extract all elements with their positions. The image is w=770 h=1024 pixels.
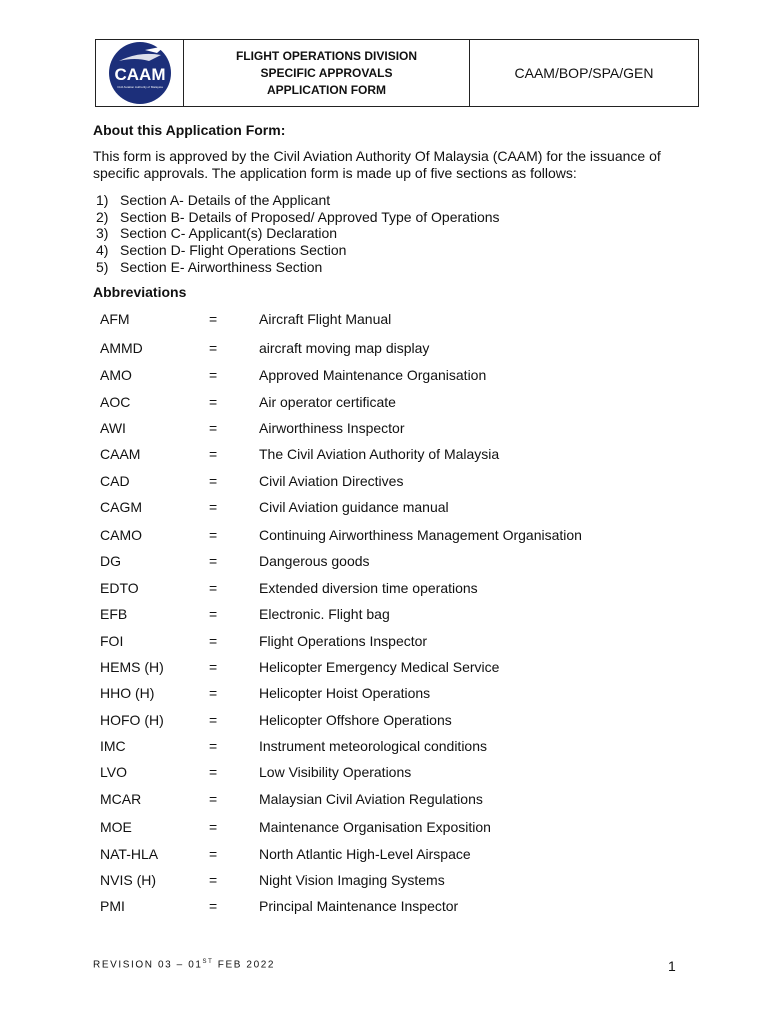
abbr-meaning: Helicopter Hoist Operations [259,685,431,701]
abbr-term: FOI [100,633,124,649]
abbr-row [0,819,770,837]
abbr-row [0,527,770,545]
abbr-row [0,846,770,864]
abbr-equals: = [209,420,218,436]
abbr-meaning: The Civil Aviation Authority of Malaysia [259,446,500,462]
logo-subtext: Civil Aviation Authority of Malaysia [116,85,163,89]
form-title [184,40,470,106]
abbr-row [0,446,770,464]
abbr-term: AWI [100,420,126,436]
abbr-meaning: Flight Operations Inspector [259,633,428,649]
title-line-3: APPLICATION FORM [266,82,387,97]
abbr-term: MOE [100,819,132,835]
abbr-meaning: Principal Maintenance Inspector [259,898,459,914]
abbr-meaning: Dangerous goods [259,553,370,569]
abbr-term: CAD [100,473,130,489]
section-item [96,225,500,242]
abbr-term: AMO [100,367,132,383]
intro-paragraph: This form is approved by the Civil Aviation Authority Of Malaysia (CAAM) for the issuance of specific approvals. The application form is made up of five sections as follows: [93,148,661,181]
section-item [96,209,500,226]
abbr-meaning: North Atlantic High-Level Airspace [259,846,471,862]
section-text: Section A- Details of the Applicant [120,192,331,208]
abbr-term: LVO [100,764,127,780]
abbr-row [0,340,770,358]
abbr-equals: = [209,499,218,515]
revision-suffix: FEB 2022 [213,959,276,971]
abbr-row [0,420,770,438]
section-text: Section E- Airworthiness Section [120,258,323,275]
abbr-equals: = [209,846,218,862]
abbr-equals: = [209,633,218,649]
abbr-meaning: Civil Aviation Directives [259,473,404,489]
abbr-equals: = [209,473,218,489]
abbr-equals: = [209,764,218,780]
abbr-meaning: Aircraft Flight Manual [259,311,392,327]
abbr-row [0,685,770,703]
abbr-row [0,791,770,809]
revision-prefix: REVISION 03 – 01 [93,959,203,971]
abbr-meaning: Air operator certificate [259,394,396,410]
section-list [96,192,500,276]
section-number: 3) [96,225,109,242]
abbr-row [0,764,770,782]
abbr-meaning: Low Visibility Operations [259,764,412,780]
abbr-equals: = [209,898,218,914]
abbr-term: HEMS (H) [100,659,164,675]
revision-footer [93,959,275,970]
section-number: 1) [96,192,109,208]
abbr-term: HOFO (H) [100,712,164,728]
abbr-equals: = [209,738,218,754]
abbr-equals: = [209,553,218,569]
abbr-equals: = [209,606,218,622]
abbr-term: EFB [100,606,128,622]
abbr-equals: = [209,685,218,701]
section-text: Section D- Flight Operations Section [120,242,347,259]
abbr-row [0,473,770,491]
abbr-row [0,580,770,598]
abbr-meaning: Night Vision Imaging Systems [259,872,445,888]
caam-logo [105,41,175,105]
abbr-row [0,606,770,624]
abbr-term: EDTO [100,580,139,596]
abbr-term: MCAR [100,791,142,807]
abbr-meaning: Helicopter Emergency Medical Service [259,659,500,675]
title-line-2: SPECIFIC APPROVALS [260,65,393,80]
logo-text: CAAM [114,65,165,84]
section-text: Section C- Applicant(s) Declaration [120,225,338,242]
abbr-meaning: Airworthiness Inspector [259,420,405,436]
about-heading: About this Application Form: [93,122,286,138]
logo-cell [96,40,184,106]
abbr-row [0,633,770,651]
abbr-row [0,738,770,756]
abbr-term: DG [100,553,121,569]
revision-ordinal: ST [202,959,214,965]
abbr-row [0,499,770,517]
abbr-meaning: Malaysian Civil Aviation Regulations [259,791,483,807]
abbr-equals: = [209,791,218,807]
abbr-row [0,872,770,890]
abbr-term: HHO (H) [100,685,155,701]
abbr-term: AMMD [100,340,143,356]
abbr-equals: = [209,819,218,835]
document-header [95,39,699,107]
abbr-row [0,311,770,329]
abbr-row [0,367,770,385]
abbr-term: IMC [100,738,126,754]
abbr-term: AOC [100,394,131,410]
document-code: CAAM/BOP/SPA/GEN [514,65,654,81]
abbr-equals: = [209,311,218,327]
abbr-meaning: Helicopter Offshore Operations [259,712,452,728]
abbr-equals: = [209,446,218,462]
section-number: 5) [96,258,109,275]
section-item [96,192,500,209]
abbr-equals: = [209,340,218,356]
abbr-equals: = [209,712,218,728]
abbr-equals: = [209,527,218,543]
abbr-equals: = [209,659,218,675]
section-item [96,242,500,259]
abbr-term: NAT-HLA [100,846,159,862]
section-number: 4) [96,242,109,259]
abbr-term: CAAM [100,446,141,462]
title-line-1: FLIGHT OPERATIONS DIVISION [235,48,418,63]
abbr-equals: = [209,367,218,383]
abbr-meaning: Electronic. Flight bag [259,606,390,622]
abbr-term: AFM [100,311,130,327]
abbr-row [0,394,770,412]
abbr-row [0,898,770,916]
abbr-meaning: Extended diversion time operations [259,580,478,596]
abbr-equals: = [209,580,218,596]
abbr-meaning: Instrument meteorological conditions [259,738,488,754]
abbr-meaning: Maintenance Organisation Exposition [259,819,491,835]
abbr-term: PMI [100,898,125,914]
section-item [96,259,500,276]
abbr-meaning: aircraft moving map display [259,340,430,356]
abbr-equals: = [209,394,218,410]
abbr-row [0,712,770,730]
abbr-meaning: Continuing Airworthiness Management Organisation [259,527,582,543]
abbr-meaning: Approved Maintenance Organisation [259,367,487,383]
abbr-equals: = [209,872,218,888]
abbr-term: NVIS (H) [100,872,156,888]
abbr-term: CAGM [100,499,142,515]
abbr-meaning: Civil Aviation guidance manual [259,499,449,515]
abbr-row [0,553,770,571]
abbr-term: CAMO [100,527,142,543]
page-number: 1 [668,958,676,974]
abbr-row [0,659,770,677]
abbreviations-heading: Abbreviations [93,284,187,300]
section-number: 2) [96,208,109,225]
section-text: Section B- Details of Proposed/ Approved Type of Operations [120,208,500,225]
